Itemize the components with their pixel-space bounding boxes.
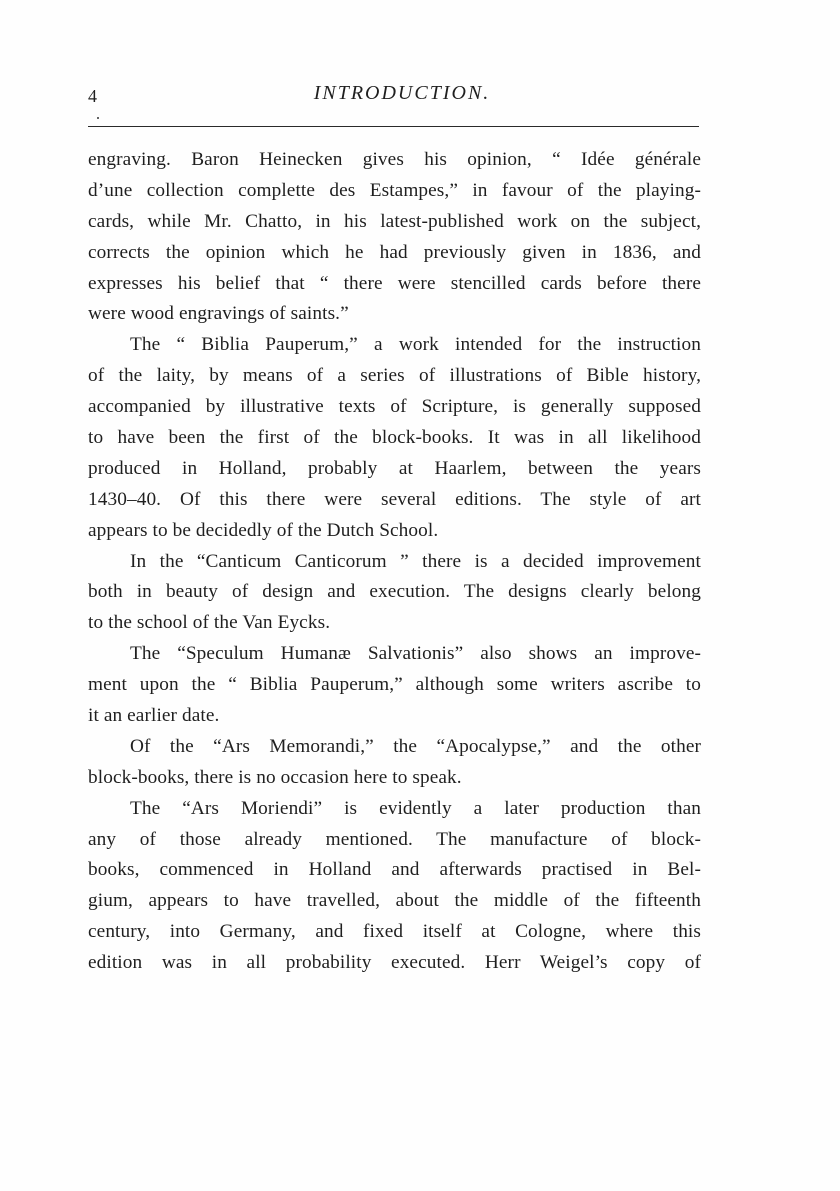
text-line: The “Ars Moriendi” is evidently a later production than bbox=[130, 797, 701, 819]
text-line: The “Speculum Humanæ Salvationis” also shows an improve- bbox=[130, 643, 701, 665]
page-number: 4 bbox=[88, 86, 98, 106]
text-line: it an earlier date. bbox=[88, 705, 220, 727]
text-line: accompanied by illustrative texts of Scripture, is generally supposed bbox=[88, 396, 701, 418]
text-line: edition was in all probability executed. Herr Weigel’s copy of bbox=[88, 952, 701, 974]
text-line: to the school of the Van Eycks. bbox=[88, 612, 331, 634]
running-head bbox=[88, 80, 700, 114]
paragraph-6 bbox=[88, 794, 701, 979]
text-line: expresses his belief that “ there were stencilled cards before there bbox=[88, 272, 701, 294]
paragraph-2 bbox=[88, 330, 701, 546]
text-line: century, into Germany, and fixed itself at Cologne, where this bbox=[88, 921, 701, 943]
text-line: were wood engravings of saints.” bbox=[88, 303, 349, 325]
paragraph-1 bbox=[88, 145, 701, 330]
text-line: of the laity, by means of a series of illustrations of Bible history, bbox=[88, 365, 701, 387]
text-line: The “ Biblia Pauperum,” a work intended for the instruction bbox=[130, 334, 701, 356]
paragraph-3 bbox=[88, 547, 701, 640]
text-line: books, commenced in Holland and afterwards practised in Bel- bbox=[88, 859, 701, 881]
text-line: produced in Holland, probably at Haarlem, between the years bbox=[88, 457, 701, 479]
paragraph-4 bbox=[88, 639, 701, 732]
text-line: gium, appears to have travelled, about the middle of the fifteenth bbox=[88, 890, 701, 912]
text-line: 1430–40. Of this there were several editions. The style of art bbox=[88, 488, 701, 510]
text-line: any of those already mentioned. The manufacture of block- bbox=[88, 828, 701, 850]
text-line: cards, while Mr. Chatto, in his latest-published work on the subject, bbox=[88, 210, 701, 232]
paragraph-5 bbox=[88, 732, 701, 794]
text-line: engraving. Baron Heinecken gives his opinion, “ Idée générale bbox=[88, 149, 701, 170]
text-line: d’une collection complette des Estampes,” in favour of the playing- bbox=[88, 179, 701, 201]
text-line: corrects the opinion which he had previously given in 1836, and bbox=[88, 241, 701, 263]
header-rule bbox=[88, 126, 699, 127]
running-title: INTRODUCTION. bbox=[313, 82, 491, 104]
text-line: ment upon the “ Biblia Pauperum,” although some writers ascribe to bbox=[88, 674, 701, 696]
body-text bbox=[88, 145, 701, 979]
print-speck bbox=[97, 117, 99, 119]
text-line: block-books, there is no occasion here to speak. bbox=[88, 766, 462, 788]
text-line: Of the “Ars Memorandi,” the “Apocalypse,” and the other bbox=[130, 735, 701, 757]
text-line: to have been the first of the block-books. It was in all likelihood bbox=[88, 427, 701, 449]
text-line: appears to be decidedly of the Dutch School. bbox=[88, 519, 439, 541]
text-line: both in beauty of design and execution. The designs clearly belong bbox=[88, 581, 701, 603]
text-line: In the “Canticum Canticorum ” there is a decided improvement bbox=[130, 550, 701, 572]
